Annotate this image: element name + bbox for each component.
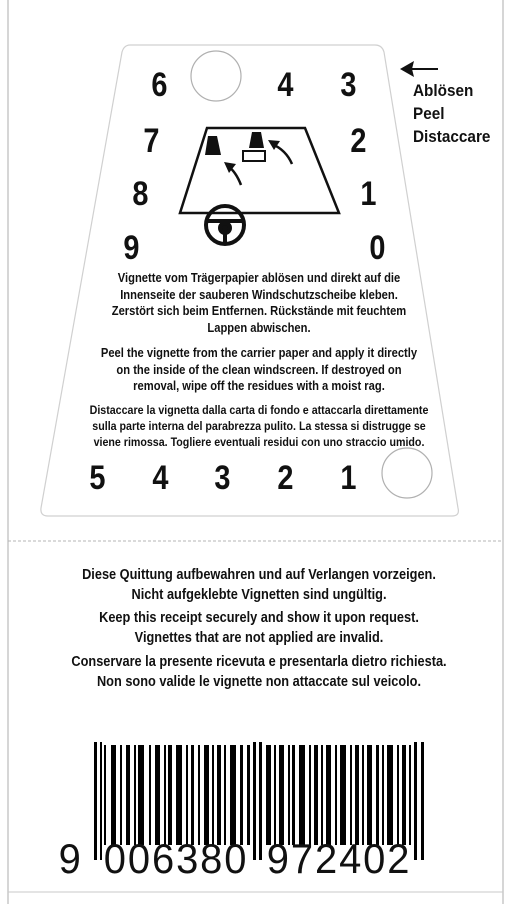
vignette-position-icon <box>205 132 265 161</box>
peel-arrow-icon <box>400 61 438 77</box>
barcode-group-right: 972402 <box>266 835 412 882</box>
year-digit: 1 <box>340 459 357 497</box>
barcode-group-left: 006380 <box>103 835 249 882</box>
year-digit: 2 <box>277 459 294 497</box>
month-digit: 3 <box>340 66 357 104</box>
instructions-german: Vignette vom Trägerpapier ablösen und direkt auf die Innenseite der sauberen Windschutzscheibe kleben. Zerstört sich beim Entfernen. Rückstände mit feuchtem Lappen abwischen. <box>111 270 407 335</box>
receipt-italian: Conservare la presente ricevuta e presentarla dietro richiesta. Non sono valide le vignette non attaccate sul veicolo. <box>71 654 447 690</box>
instructions-italian: Distaccare la vignetta dalla carta di fondo e attaccarla direttamente sulla parte interna del parabrezza pulito. La stessa si distrugge se viene rimossa. Togliere eventuali residui con uno straccio umido. <box>89 403 429 449</box>
receipt-english: Keep this receipt securely and show it upon request. Vignettes that are not applied are invalid. <box>99 610 419 646</box>
year-digit: 3 <box>214 459 231 497</box>
month-digit: 6 <box>151 66 168 104</box>
month-digit: 8 <box>132 175 149 213</box>
month-digit: 4 <box>277 66 294 104</box>
month-digit: 1 <box>360 175 377 213</box>
month-digit: 9 <box>123 229 140 267</box>
year-digit: 4 <box>152 459 169 497</box>
peel-label-italian: Distaccare <box>413 127 491 146</box>
instructions-english: Peel the vignette from the carrier paper and apply it directly on the inside of the clean windscreen. If destroyed on removal, wipe off the residues with a moist rag. <box>100 345 418 393</box>
barcode-first-digit: 9 <box>58 835 81 882</box>
month-digit: 7 <box>143 122 160 160</box>
month-digit: 0 <box>369 229 386 267</box>
peel-label-english: Peel <box>413 104 445 123</box>
punch-hole-bottom <box>382 448 432 498</box>
punch-hole-top <box>191 51 241 101</box>
receipt-german: Diese Quittung aufbewahren und auf Verlangen vorzeigen. Nicht aufgeklebte Vignetten sind ungültig. <box>82 567 436 603</box>
steering-wheel-icon <box>206 206 244 244</box>
year-digit: 5 <box>89 459 106 497</box>
month-digit: 2 <box>350 122 367 160</box>
peel-label-german: Ablösen <box>413 81 474 100</box>
